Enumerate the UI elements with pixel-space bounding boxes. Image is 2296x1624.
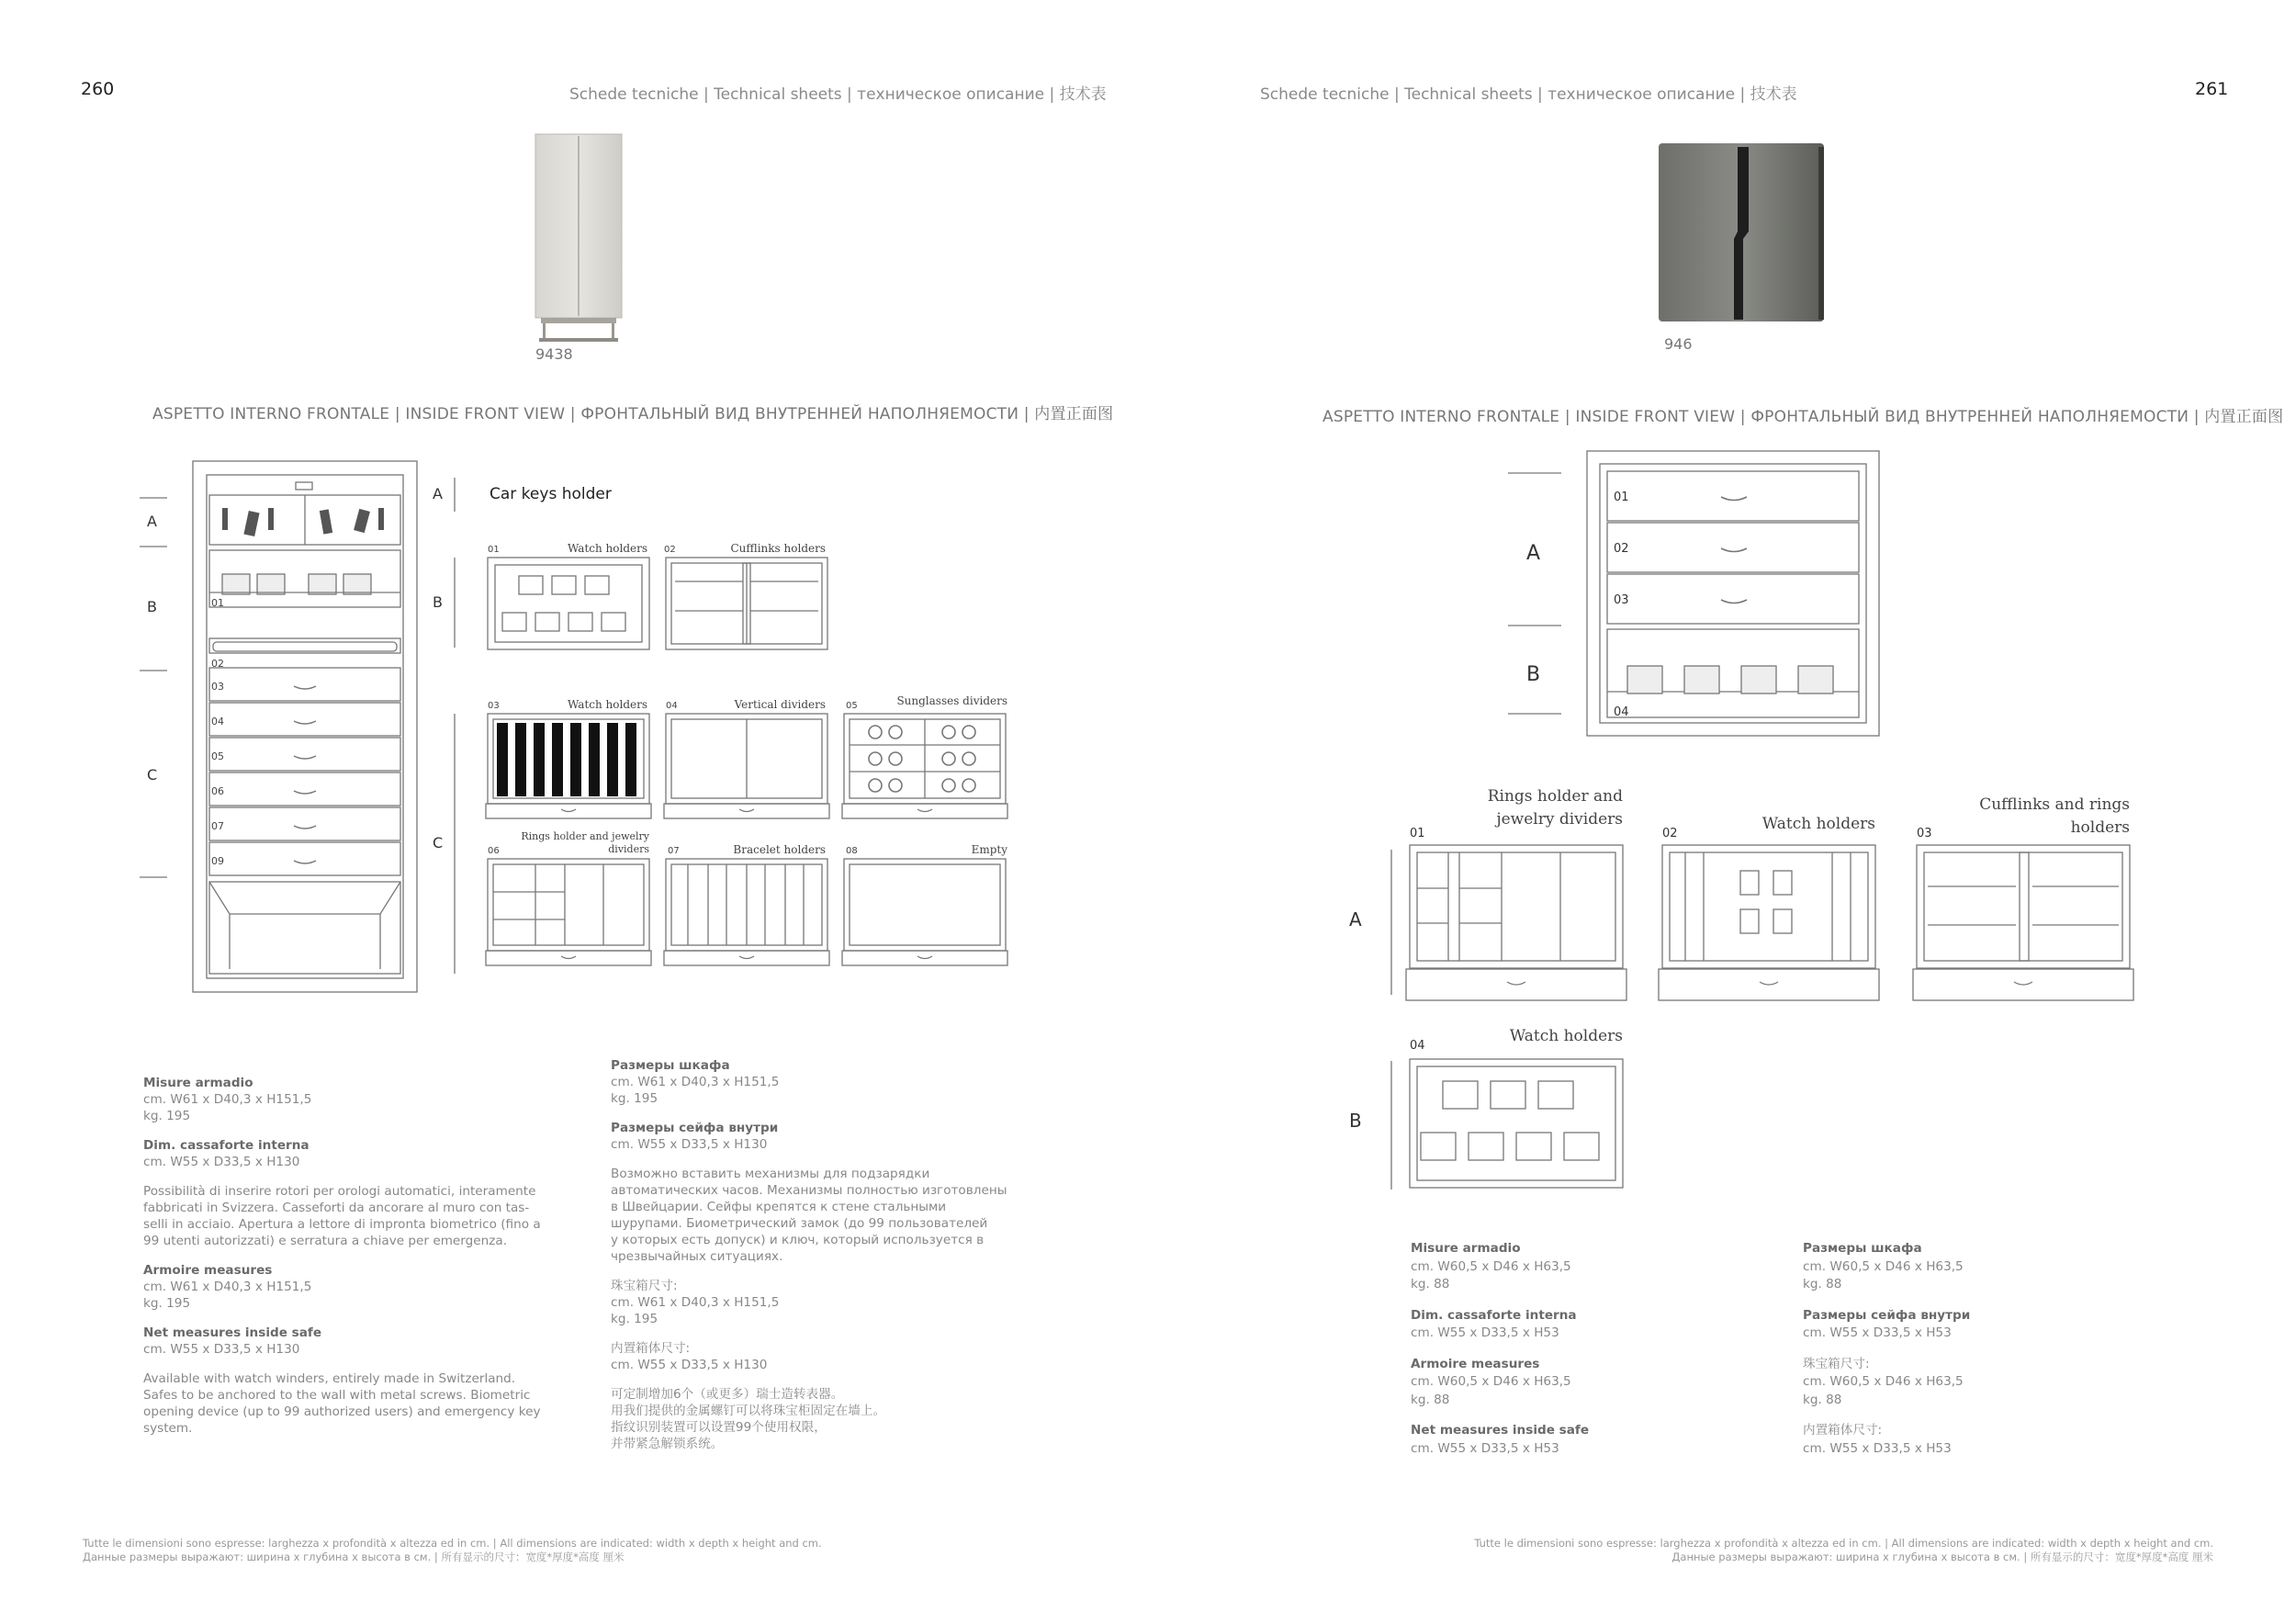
drawer-number: 07: [668, 846, 680, 856]
spec-line: cm. W60,5 x D46 x H63,5: [1803, 1374, 1964, 1389]
spec-line: kg. 88: [1803, 1277, 1842, 1291]
drawer-label: Vertical dividers: [734, 698, 826, 711]
zone-label-b-right: B: [1526, 663, 1541, 686]
spec-title: Misure armadio: [1411, 1241, 1521, 1256]
drawer-number: 08: [846, 846, 858, 856]
spec-title: Net measures inside safe: [143, 1325, 322, 1340]
a-label-right: A: [1349, 908, 1362, 930]
spec-line: fabbricati in Svizzera. Casseforti da ancorare al muro con tas-: [143, 1201, 530, 1215]
spec-title: Net measures inside safe: [1411, 1423, 1590, 1438]
drawer-label: Cufflinks holders: [730, 542, 826, 555]
c-label-left: C: [433, 834, 444, 851]
spec-line: Возможно вставить механизмы для подзарядки: [611, 1167, 930, 1181]
spec-line: cm. W61 x D40,3 x H151,5: [143, 1280, 312, 1294]
specs-left-col2: [611, 1057, 1015, 1465]
spec-line: kg. 195: [143, 1109, 191, 1123]
spec-line: cm. W55 x D33,5 x H130: [611, 1137, 768, 1152]
row-number: 05: [211, 750, 224, 762]
spec-line: kg. 195: [143, 1296, 191, 1311]
spec-line: Possibilità di inserire rotori per orologi automatici, interamente: [143, 1184, 536, 1199]
row-number: 01: [211, 597, 224, 609]
row-number: 06: [211, 785, 224, 797]
b-label-right: B: [1349, 1110, 1362, 1132]
spec-title: Dim. cassaforte interna: [1411, 1307, 1577, 1323]
spec-title: Armoire measures: [1411, 1356, 1540, 1371]
drawer-label: Empty: [971, 843, 1007, 856]
zone-label-a-right: A: [1526, 542, 1541, 565]
spec-title: Misure armadio: [143, 1076, 253, 1090]
row-number: 02: [211, 658, 224, 670]
drawer-number: 06: [488, 846, 500, 856]
spec-line: 内置箱体尺寸:: [1803, 1423, 1883, 1438]
spec-line: cm. W60,5 x D46 x H63,5: [1803, 1258, 1964, 1274]
spec-line: 99 utenti autorizzati) e serratura a chiave per emergenza.: [143, 1234, 508, 1248]
footer-line: Tutte le dimensioni sono espresse: larghezza x profondità x altezza ed in cm. | All dimensions are indicated: width x depth x height and cm.: [83, 1537, 822, 1550]
zone-label-b-left: B: [147, 598, 157, 615]
drawer-label: Rings holder and jewelry dividers: [1487, 787, 1623, 829]
drawer-label: Watch holders: [568, 542, 647, 555]
spec-line: 珠宝箱尺寸:: [1803, 1356, 1870, 1371]
spec-line: kg. 88: [1411, 1392, 1450, 1407]
spec-line: kg. 88: [1411, 1277, 1450, 1291]
car-keys-holder-label: Car keys holder: [490, 485, 612, 503]
spec-title: Dim. cassaforte interna: [143, 1138, 310, 1153]
page-header-left: Schede tecniche | Technical sheets | техническое описание | 技术表: [569, 85, 1107, 104]
spec-line: kg. 88: [1803, 1392, 1842, 1407]
row-number: 04: [211, 716, 224, 727]
spec-title: Размеры сейфа внутри: [611, 1121, 779, 1135]
spec-title: Размеры сейфа внутри: [1803, 1307, 1971, 1323]
page-number-left: 260: [81, 79, 115, 99]
drawer-number: 05: [846, 701, 858, 711]
drawer-label: Rings holder and jewelry dividers: [521, 830, 649, 855]
spec-line: 珠宝箱尺寸:: [611, 1279, 678, 1293]
footer-line: Данные размеры выражают: ширина x глубина x высота в см. | 所有显示的尺寸：宽度*厚度*高度 厘米: [83, 1551, 625, 1563]
product-image-9438: [528, 130, 629, 351]
drawer-number: 01: [1410, 827, 1425, 840]
row-number: 07: [211, 820, 224, 832]
section-title-right: ASPETTO INTERNO FRONTALE | INSIDE FRONT VIEW | ФРОНТАЛЬНЫЙ ВИД ВНУТРЕННЕЙ НАПОЛНЯЕМОСТИ | 内置正面图: [1322, 408, 2284, 426]
spec-line: cm. W55 x D33,5 x H53: [1803, 1440, 1952, 1456]
spec-line: kg. 195: [611, 1312, 658, 1326]
drawer-number: 03: [488, 701, 500, 711]
cabinet-diagram-left: [138, 455, 432, 1001]
spec-line: cm. W55 x D33,5 x H53: [1411, 1325, 1559, 1340]
drawer-number: 04: [1410, 1039, 1425, 1053]
row-number: 03: [1614, 593, 1629, 607]
spec-title: Armoire measures: [143, 1263, 273, 1278]
page-number-right: 261: [2195, 79, 2229, 99]
drawer-label: Cufflinks and rings holders: [1979, 795, 2130, 837]
product-code-right: 946: [1664, 335, 1693, 353]
section-title-left: ASPETTO INTERNO FRONTALE | INSIDE FRONT VIEW | ФРОНТАЛЬНЫЙ ВИД ВНУТРЕННЕЙ НАПОЛНЯЕМОСТИ | 内置正面图: [152, 405, 1114, 423]
spec-line: cm. W55 x D33,5 x H53: [1411, 1440, 1559, 1456]
product-code-left: 9438: [535, 345, 573, 363]
spec-line: Available with watch winders, entirely made in Switzerland.: [143, 1371, 516, 1386]
spec-line: kg. 195: [611, 1091, 658, 1106]
drawer-label: Watch holders: [1509, 1027, 1623, 1045]
drawer-details-left: [427, 473, 1024, 983]
row-number: 02: [1614, 542, 1629, 556]
zone-label-a-left: A: [147, 513, 157, 530]
drawer-number: 02: [664, 545, 676, 555]
spec-line: cm. W61 x D40,3 x H151,5: [611, 1295, 780, 1310]
spec-line: 内置箱体尺寸:: [611, 1341, 691, 1356]
row-number: 04: [1614, 705, 1629, 719]
spec-line: чрезвычайных ситуациях.: [611, 1249, 783, 1264]
spec-line: 可定制增加6个（或更多）瑞士造转表器。: [611, 1387, 844, 1402]
drawer-details-right: [1345, 785, 2154, 1190]
row-number: 09: [211, 855, 224, 867]
footer-line: Tutte le dimensioni sono espresse: larghezza x profondità x altezza ed in cm. | All dimensions are indicated: width x depth x height and cm.: [1474, 1537, 2213, 1550]
footer-line: Данные размеры выражают: ширина x глубина x высота в см. | 所有显示的尺寸：宽度*厚度*高度 厘米: [1671, 1551, 2213, 1563]
specs-left-col1: [143, 1075, 547, 1449]
spec-line: шурупами. Биометрический замок (до 99 пользователей: [611, 1216, 988, 1231]
drawer-label: Sunglasses dividers: [896, 694, 1007, 707]
b-label-left: B: [433, 593, 443, 611]
cabinet-diagram-right: [1497, 445, 1892, 749]
spec-line: cm. W55 x D33,5 x H130: [143, 1342, 300, 1357]
row-number: 01: [1614, 491, 1629, 504]
drawer-label: Watch holders: [1761, 815, 1875, 833]
drawer-number: 03: [1917, 827, 1932, 840]
spec-line: cm. W61 x D40,3 x H151,5: [611, 1075, 780, 1089]
footer-left: [83, 1537, 822, 1564]
spec-line: у которых есть допуск) и ключ, который используется в: [611, 1233, 985, 1247]
specs-right-col2: [1803, 1240, 2133, 1471]
spec-title: Размеры шкафа: [1803, 1241, 1922, 1256]
spec-line: cm. W61 x D40,3 x H151,5: [143, 1092, 312, 1107]
spec-line: opening device (up to 99 authorized users) and emergency key: [143, 1404, 541, 1419]
specs-right-col1: [1411, 1240, 1741, 1471]
drawer-number: 02: [1662, 827, 1678, 840]
drawer-label: Bracelet holders: [733, 843, 826, 856]
spec-line: cm. W60,5 x D46 x H63,5: [1411, 1258, 1571, 1274]
spec-line: 指纹识别装置可以设置99个使用权限，: [611, 1420, 827, 1435]
spec-line: автоматических часов. Механизмы полностью изготовлены: [611, 1183, 1007, 1198]
drawer-number: 01: [488, 545, 500, 555]
spec-line: Safes to be anchored to the wall with metal screws. Biometric: [143, 1388, 531, 1403]
page-header-right: Schede tecniche | Technical sheets | техническое описание | 技术表: [1260, 85, 1797, 104]
spec-line: selli in acciaio. Apertura a lettore di impronta biometrico (fino a: [143, 1217, 541, 1232]
spec-line: cm. W55 x D33,5 x H130: [611, 1358, 768, 1372]
spec-line: cm. W55 x D33,5 x H130: [143, 1155, 300, 1169]
footer-right: [1474, 1537, 2213, 1564]
a-label-left: A: [433, 485, 443, 502]
zone-label-c-left: C: [147, 766, 158, 784]
product-image-946: [1657, 140, 1827, 323]
spec-line: cm. W55 x D33,5 x H53: [1803, 1325, 1952, 1340]
spec-title: Размеры шкафа: [611, 1058, 730, 1073]
spec-line: cm. W60,5 x D46 x H63,5: [1411, 1374, 1571, 1389]
spec-line: 用我们提供的金属螺钉可以将珠宝柜固定在墙上。: [611, 1404, 886, 1418]
drawer-number: 04: [666, 701, 678, 711]
row-number: 03: [211, 681, 224, 693]
spec-line: 并带紧急解锁系统。: [611, 1437, 724, 1451]
drawer-label: Watch holders: [568, 698, 647, 711]
spec-line: в Швейцарии. Сейфы крепятся к стене стальными: [611, 1200, 947, 1214]
spec-line: system.: [143, 1421, 193, 1436]
